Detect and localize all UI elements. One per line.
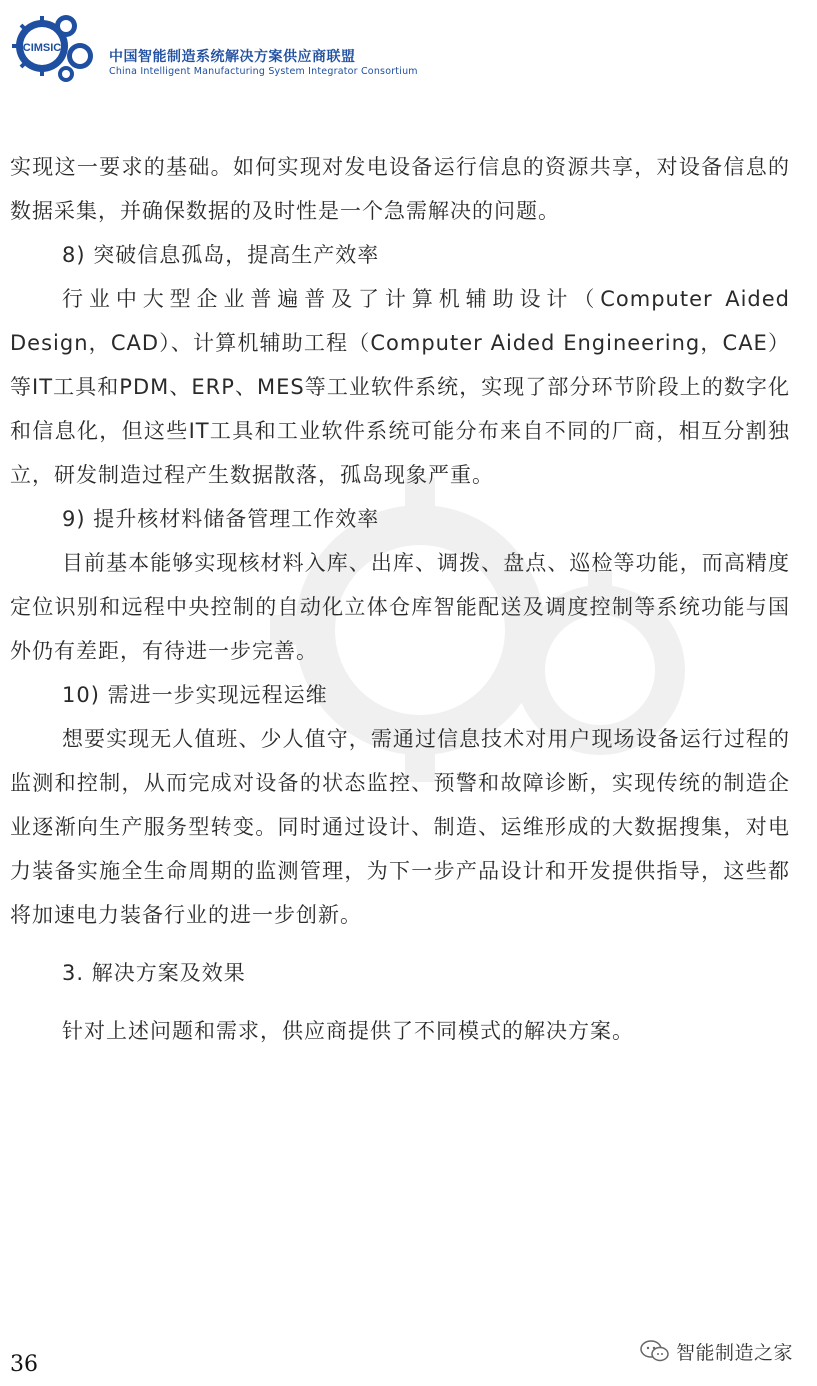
paragraph: 行业中大型企业普遍普及了计算机辅助设计（Computer Aided Design，CAD）、计算机辅助工程（Computer Aided Engineering，CAE）等IT工具和PDM、ERP、MES等工业软件系统，实现了部分环节阶段上的数字化和信息化，但这些IT工具和工业软件系统可能分布来自不同的厂商，相互分割独立，研发制造过程产生数据散落，孤岛现象严重。: [10, 287, 790, 487]
section-heading-9: 9) 提升核材料储备管理工作效率: [62, 507, 380, 531]
wechat-icon: [640, 1339, 670, 1363]
section-heading-8: 8) 突破信息孤岛，提高生产效率: [62, 243, 380, 267]
consortium-title-en: China Intelligent Manufacturing System Integrator Consortium: [109, 66, 418, 77]
svg-text:CIMSIC: CIMSIC: [22, 42, 62, 54]
header: [8, 12, 428, 82]
paragraph: 目前基本能够实现核材料入库、出库、调拨、盘点、巡检等功能，而高精度定位识别和远程中央控制的自动化立体仓库智能配送及调度控制等系统功能与国外仍有差距，有待进一步完善。: [10, 551, 790, 663]
consortium-title-cn: 中国智能制造系统解决方案供应商联盟: [109, 49, 356, 65]
section-heading-10: 10) 需进一步实现远程运维: [62, 683, 328, 707]
paragraph: 针对上述问题和需求，供应商提供了不同模式的解决方案。: [62, 1019, 634, 1043]
cimsic-logo-icon: [8, 12, 100, 82]
paragraph: 想要实现无人值班、少人值守，需通过信息技术对用户现场设备运行过程的监测和控制，从而完成对设备的状态监控、预警和故障诊断，实现传统的制造企业逐渐向生产服务型转变。同时通过设计、制造、运维形成的大数据搜集，对电力装备实施全生命周期的监测管理，为下一步产品设计和开发提供指导，这些都将加速电力装备行业的进一步创新。: [10, 727, 790, 927]
wechat-source: [640, 1336, 793, 1366]
paragraph: 实现这一要求的基础。如何实现对发电设备运行信息的资源共享，对设备信息的数据采集，并确保数据的及时性是一个急需解决的问题。: [10, 155, 790, 223]
wechat-account-name: 智能制造之家: [676, 1341, 794, 1364]
main-content: [10, 145, 790, 1053]
page-number: 36: [10, 1352, 38, 1377]
section-heading-3: 3. 解决方案及效果: [62, 961, 246, 985]
